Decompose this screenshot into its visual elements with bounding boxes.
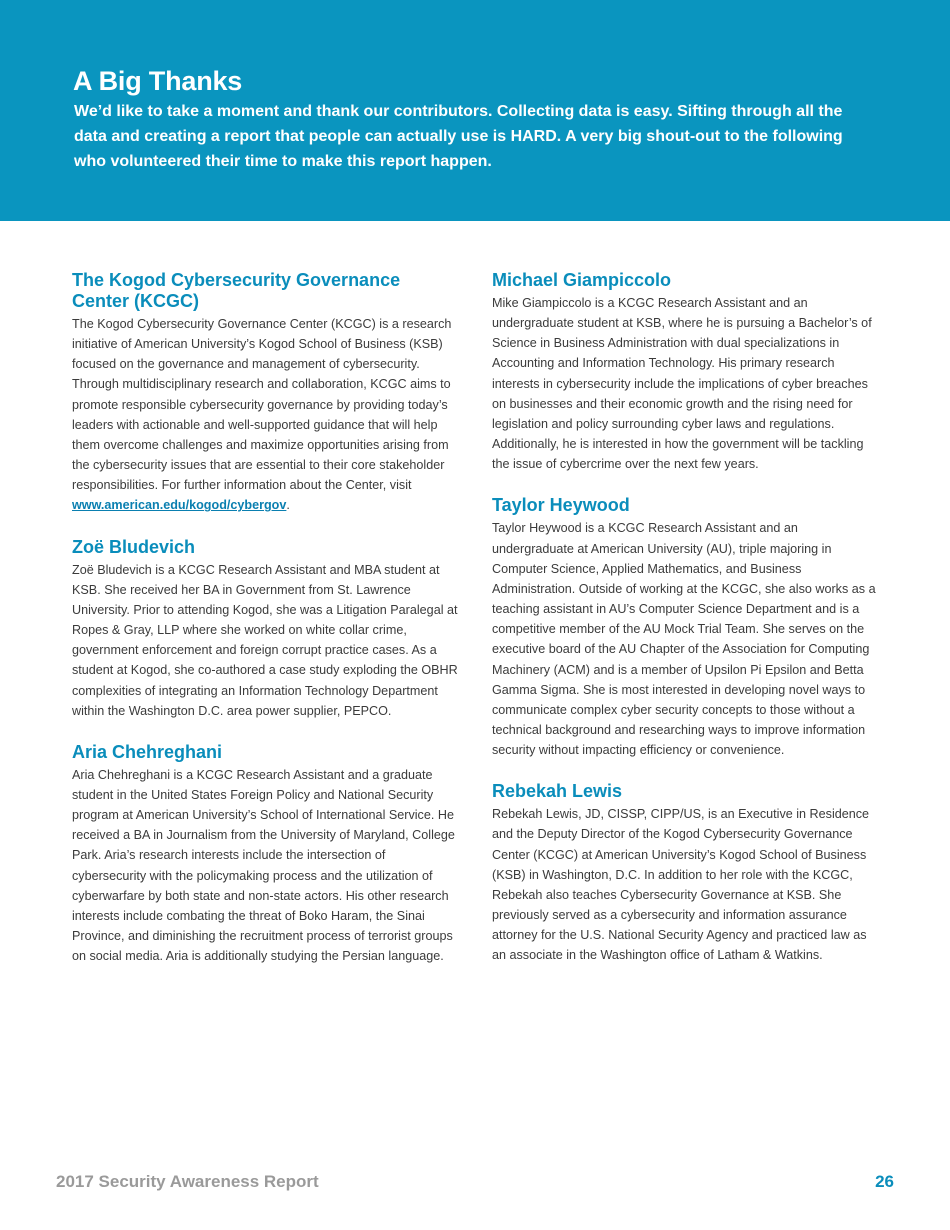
footer-report-title: 2017 Security Awareness Report xyxy=(56,1172,319,1191)
contributor-bio xyxy=(72,314,460,516)
kcgc-website-link[interactable]: www.american.edu/kogod/cybergov xyxy=(72,498,287,513)
contributor-bio: Taylor Heywood is a KCGC Research Assistant and an undergraduate at American University (AU), triple majoring in Computer Science, Applied Mathematics, and Business Administration. Outside of working at the KCGC, she also works as a teaching assistant in AU’s Computer Science Department and is a competitive member of the AU Mock Trial Team. She serves on the executive board of the AU Chapter of the Association for Computing Machinery (ACM) and is a member of Upsilon Pi Epsilon and Betta Gamma Sigma. She is most interested in developing novel ways to communicate complex cyber security concepts to those without a technical background and researching ways to improve information security without impacting efficiency or convenience. xyxy=(492,521,876,758)
contributor-bio: Mike Giampiccolo is a KCGC Research Assistant and an undergraduate student at KSB, where he is pursuing a Bachelor’s of Science in Business Administration with dual specializations in Accounting and Information Technology. His primary research interests in cybersecurity include the implications of cyber breaches on businesses and their economic growth and the rising need for legislation and policy surrounding cyber laws and regulations. Additionally, he is interested in how the government will be tackling the issue of cybercrime over the next few years. xyxy=(492,296,872,472)
contributor-michael-giampiccolo xyxy=(492,270,882,474)
contributor-name: Taylor Heywood xyxy=(492,495,630,516)
bio-text: The Kogod Cybersecurity Governance Center (KCGC) is a research initiative of American University’s Kogod School of Business (KSB) focused on the governance and management of cybersecurity. Through multidisciplinary research and collaboration, KCGC aims to promote responsible cybersecurity governance by providing today’s leaders with actionable and well-supported guidance that will help them overcome challenges and maximize opportunities arising from the cybersecurity issues that are essential to their core stakeholder responsibilities. For further information about the Center, visit xyxy=(72,317,452,493)
contributor-name: Rebekah Lewis xyxy=(492,781,623,802)
contributor-name: Aria Chehreghani xyxy=(72,741,223,762)
contributor-bio: Aria Chehreghani is a KCGC Research Assistant and a graduate student in the United States Foreign Policy and National Security program at American University’s School of International Service. He received a BA in Journalism from the University of Maryland, College Park. Aria’s research interests include the intersection of cybersecurity with the policymaking process and the utilization of cyberwarfare by both state and non-state actors. His other research interests include combating the threat of Boko Haram, the Sinai Province, and diminishing the recruitment process of terrorist groups on social media. Aria is additionally studying the Persian language. xyxy=(72,767,455,964)
right-column xyxy=(492,270,882,987)
contributor-name: Michael Giampiccolo xyxy=(492,270,672,290)
contributor-rebekah-lewis xyxy=(492,781,882,965)
contributor-taylor-heywood xyxy=(492,495,882,760)
intro-text: We’d like to take a moment and thank our contributors. Collecting data is easy. Sifting through all the data and creating a report that people can actually use is HARD. A very big shout-out to the following who volunteered their time to make this report happen. xyxy=(74,103,843,170)
contributor-name: Zoë Bludevich xyxy=(72,536,196,557)
contributor-name: The Kogod Cybersecurity Governance Center (KCGC) xyxy=(72,270,401,311)
contributor-zoe-bludevich xyxy=(72,537,460,721)
header-banner xyxy=(0,0,950,221)
page-title: A Big Thanks xyxy=(73,66,243,96)
contributor-bio: Zoë Bludevich is a KCGC Research Assistant and MBA student at KSB. She received her BA in Government from St. Lawrence University. Prior to attending Kogod, she was a Litigation Paralegal at Ropes & Gray, LLP where she worked on white collar crime, government enforcement and foreign corrupt practice cases. As a student at Kogod, she co-authored a case study exploding the OBHR complexities of integrating an Information Technology Department within the Washington D.C. area power supplier, PEPCO. xyxy=(72,562,458,718)
bio-suffix: . xyxy=(286,498,290,513)
contributor-kcgc xyxy=(72,270,460,516)
contributor-aria-chehreghani xyxy=(72,742,460,967)
contributor-bio: Rebekah Lewis, JD, CISSP, CIPP/US, is an Executive in Residence and the Deputy Director of the Kogod Cybersecurity Governance Center (KCGC) at American University’s Kogod School of Business (KSB) in Washington, D.C. In addition to her role with the KCGC, Rebekah also teaches Cybersecurity Governance at KSB. She previously served as a cybersecurity and information assurance attorney for the U.S. National Security Agency and practiced law as an associate in the Washington office of Latham & Watkins. xyxy=(492,807,870,963)
left-column xyxy=(72,270,460,987)
page-number: 26 xyxy=(875,1172,894,1191)
